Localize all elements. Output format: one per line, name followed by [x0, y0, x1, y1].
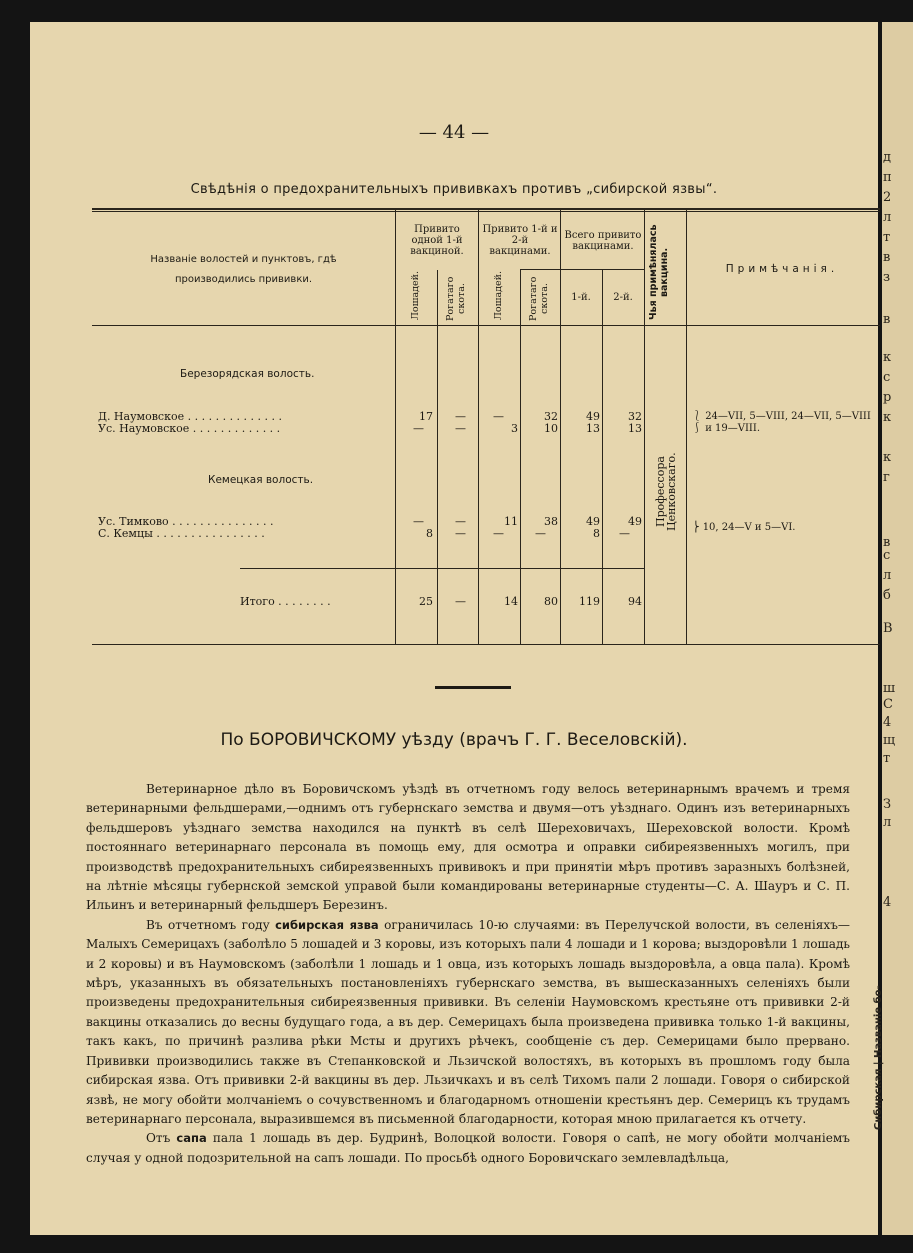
edge-letter: в [883, 250, 891, 265]
table-caption: Свѣдѣнія о предохранительныхъ прививкахъ противъ „сибирской язвы“. [190, 182, 718, 197]
table-cell: 8 [426, 527, 433, 540]
edge-letter: 4 [883, 895, 892, 910]
edge-letter: в [883, 535, 891, 550]
text-run: пала 1 лошадь въ дер. Будринѣ, Волоцкой волости. Говоря о сапѣ, не могу обойти молчаніемъ случая у одной подозрительной на сапъ лошади. По просьбѣ одного Боровичскаго землевладѣльца, [86, 1131, 850, 1165]
table-cell: 3 [511, 422, 518, 435]
vaccine-source: Профессора Ценковскаго. [654, 452, 678, 532]
text-run: Въ отчетномъ году [146, 917, 276, 932]
table-cell: 13 [586, 422, 600, 435]
total-cell: — [455, 595, 466, 608]
table-cell: — [535, 527, 546, 540]
table-cell: 49 [586, 410, 600, 423]
table-cell: 11 [504, 515, 518, 528]
total-first-header: 1-й. [571, 292, 591, 303]
adjacent-page-label: Сибирская | Названіе бо- [873, 985, 884, 1130]
table-row: Ус. Наумовское . . . . . . . . . . . . . [98, 422, 281, 435]
table-cell: 38 [544, 515, 558, 528]
edge-letter: 2 [883, 190, 892, 205]
vac1-cattle-header: Рогатаго скота. [445, 276, 467, 322]
bold-term: сибирская язва [275, 917, 379, 932]
bold-term: сапа [176, 1131, 207, 1146]
total-cell: 94 [628, 595, 642, 608]
text-run: Отъ [146, 1131, 177, 1146]
edge-letter: д [883, 150, 892, 165]
edge-letter: с [883, 370, 891, 385]
paragraph [86, 1129, 850, 1168]
adjacent-page-edge [873, 22, 913, 1235]
table-cell: — [413, 515, 424, 528]
vac12-horses-header: Лошадей. [493, 271, 504, 320]
note-text: ⎱ 24—VII, 5—VIII, 24—VII, 5—VIII [692, 411, 871, 422]
name-column-header: Названіе волостей и пунктовъ, гдѣ производились прививки. [150, 254, 337, 285]
edge-letter: ш [883, 681, 896, 696]
text-run: ограничилась 10-ю случаями: въ Перелучской волости, въ селеніяхъ—Малыхъ Семерицахъ (заболѣло 5 лошадей и 3 коровы, изъ которыхъ пали 4 лошади и 1 корова; выздоровѣли 1 лошадь и 2 коровы) и въ Наумовскомъ (заболѣли 1 лошадь и 1 овца, изъ которыхъ лошадь выздоровѣла, а овца пала). Кромѣ мѣръ, указанныхъ въ обязательныхъ постановленіяхъ губернскаго земства, въ вышесказанныхъ селеніяхъ были произведены предохранительныя сибиреязвенныя прививки. Въ селеніи Наумовскомъ крестьяне отъ прививки 2-й вакцины отказались до весны будущаго года, а въ дер. Семерицахъ была произведена прививка только 1-й вакцины, такъ какъ, по причинѣ разлива рѣки Мсты и другихъ рѣчекъ, сообщеніе съ дер. Семерицами было прервано. Прививки производились также въ Степанковской и Льзичской волостяхъ, въ которыхъ въ прошломъ году была сибирская язва. Отъ прививки 2-й вакцины въ дер. Льзичкахъ и въ селѣ Тихомъ пали 2 лошади. Говоря о сибирской язвѣ, не могу обойти молчаніемъ о сочувственномъ и благодарномъ отношеніи крестьянъ дер. Семерицъ къ трудамъ ветеринарнаго персонала, выразившемся въ письменной благодарности, которая мною прилагается къ отчету. [86, 917, 850, 1126]
edge-letter: к [883, 410, 892, 425]
page-number: — 44 — [418, 122, 490, 143]
vac12-cattle-header: Рогатаго скота. [528, 276, 550, 322]
total-cell: 25 [419, 595, 433, 608]
table-cell: — [455, 410, 466, 423]
table-cell: — [493, 527, 504, 540]
table-cell: — [493, 410, 504, 423]
edge-letter: п [883, 170, 892, 185]
edge-letter: б [883, 588, 891, 603]
edge-letter: р [883, 390, 892, 405]
total-second-header: 2-й. [613, 292, 633, 303]
edge-letter: л [883, 815, 892, 830]
edge-letter: С [883, 697, 893, 712]
edge-letter: З [883, 797, 892, 812]
total-cell: 14 [504, 595, 518, 608]
edge-letter: В [883, 621, 893, 636]
edge-letter: с [883, 548, 891, 563]
body-text [86, 780, 850, 1168]
table-row: Д. Наумовское . . . . . . . . . . . . . . [98, 410, 283, 423]
table-row: С. Кемцы . . . . . . . . . . . . . . . . [98, 527, 265, 540]
paragraph [86, 916, 850, 1129]
table-cell: 32 [628, 410, 642, 423]
edge-letter: г [883, 470, 890, 485]
table-cell: 49 [586, 515, 600, 528]
paragraph [86, 780, 850, 916]
edge-letter: з [883, 270, 891, 285]
vac1-header: Привито одной 1-й вакциной. [410, 224, 464, 257]
table-cell: 13 [628, 422, 642, 435]
table-cell: — [455, 527, 466, 540]
vac12-header: Привито 1-й и 2-й вакцинами. [482, 224, 558, 257]
total-cell: 119 [579, 595, 600, 608]
edge-letter: щ [883, 733, 896, 748]
edge-letter: л [883, 568, 892, 583]
notes-header: Примѣчанія. [725, 263, 839, 275]
table-cell: 49 [628, 515, 642, 528]
table-row: Ус. Тимково . . . . . . . . . . . . . . . [98, 515, 274, 528]
note-text: ⎰ и 19—VIII. [692, 423, 761, 434]
edge-letter: в [883, 312, 891, 327]
edge-letter: л [883, 210, 892, 225]
edge-letter: к [883, 350, 892, 365]
edge-letter: 4 [883, 715, 892, 730]
section-title: Березорядская волость. [180, 368, 315, 380]
vac1-horses-header: Лошадей. [410, 271, 421, 320]
table-cell: — [455, 515, 466, 528]
table-cell: 8 [593, 527, 600, 540]
table-cell: — [619, 527, 630, 540]
note-text: ⎬ 10, 24—V и 5—VI. [692, 522, 796, 533]
text-run: Ветеринарное дѣло въ Боровичскомъ уѣздѣ въ отчетномъ году велось ветеринарнымъ врачемъ и тремя ветеринарными фельдшерами,—однимъ отъ губернскаго земства и двумя—отъ уѣзднаго. Одинъ изъ ветеринарныхъ фельдшеровъ уѣзднаго земства находился на пунктѣ въ селѣ Шереховичахъ, Шереховской волости. Кромѣ постояннаго ветеринарнаго персонала въ помощь ему, для осмотра и оправки сибиреязвенныхъ могилъ, при производствѣ предохранительныхъ сибиреязвенныхъ прививокъ и при принятіи мѣръ противъ заразныхъ болѣзней, на лѣтніе мѣсяцы губернской земской управой были командированы ветеринарные студенты—С. А. Шауръ и С. П. Ильинъ и ветеринарный фельдшеръ Березинъ. [86, 782, 850, 913]
edge-letter: т [883, 751, 891, 766]
table-cell: 32 [544, 410, 558, 423]
total-header: Всего привито вакцинами. [564, 230, 642, 252]
section-heading: По БОРОВИЧСКОМУ уѣзду (врачъ Г. Г. Веселовскій). [220, 730, 688, 750]
table-cell: — [413, 422, 424, 435]
book-page [30, 22, 878, 1235]
total-cell: 80 [544, 595, 558, 608]
table-cell: 17 [419, 410, 433, 423]
edge-letter: к [883, 450, 892, 465]
vaccination-table [30, 22, 878, 662]
section-title: Кемецкая волость. [208, 474, 314, 486]
table-cell: 10 [544, 422, 558, 435]
section-divider [435, 686, 511, 689]
whose-vaccine-header: Чья примѣнялась вакцина. [648, 224, 670, 320]
table-cell: — [455, 422, 466, 435]
edge-letter: т [883, 230, 891, 245]
total-row: Итого . . . . . . . . [240, 595, 331, 608]
